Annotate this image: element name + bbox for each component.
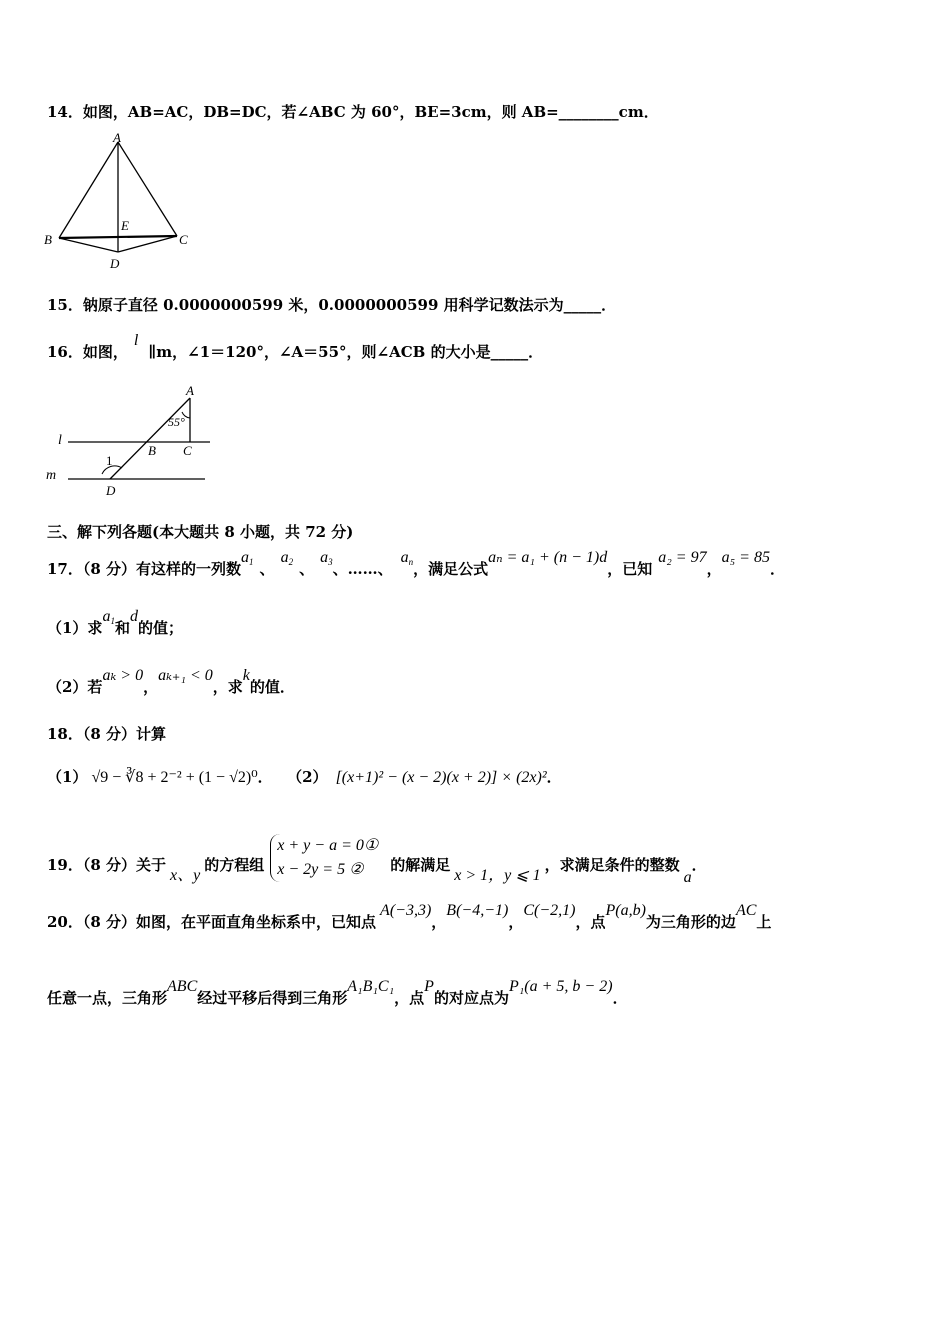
q17-s2-cond2: aₖ₊₁ < 0 xyxy=(158,667,213,684)
q20-ptB: B(−4,−1) xyxy=(446,902,509,919)
q17-an: $a_n$ xyxy=(400,549,414,567)
q20-comma2: ， xyxy=(508,913,524,931)
q20-p1: 20．（8 分）如图，在平面直角坐标系中，已知点 xyxy=(47,913,377,931)
q14-text: 14．如图，AB=AC，DB=DC，若∠ABC 为 60°，BE=3cm，则 AB=________cm． xyxy=(47,103,659,121)
q20-ptA: A(−3,3) xyxy=(380,902,432,919)
question-18-parts xyxy=(47,767,562,788)
question-14 xyxy=(47,102,659,122)
q17-sep3: 、……、 xyxy=(332,560,393,578)
q20-p4: 上 xyxy=(756,913,772,931)
question-16 xyxy=(47,332,544,363)
q20-p5: 任意一点，三角形 xyxy=(47,989,168,1007)
q20-P: P xyxy=(424,978,434,995)
q20-ptP: P(a,b) xyxy=(605,902,646,919)
question-17 xyxy=(47,549,785,584)
q19-p2: 的方程组 xyxy=(204,856,265,874)
question-19 xyxy=(47,837,707,890)
question-15 xyxy=(47,295,616,315)
q15-text: 15．钠原子直径 0.0000000599 米，0.0000000599 用科学记数法示为_____． xyxy=(47,296,617,314)
question-18 xyxy=(47,724,166,744)
sec3-title-text: 三、解下列各题(本大题共 8 小题，共 72 分) xyxy=(47,523,354,541)
question-17-part2 xyxy=(47,667,295,698)
q17-a3: $a_3$ xyxy=(320,549,333,567)
q14-label-A: A xyxy=(113,130,121,145)
question-20-line2 xyxy=(47,978,628,1009)
q18-s2-label: （2） xyxy=(294,768,328,786)
q20-p7: ，点 xyxy=(394,989,425,1007)
q17-s1-a: （1）求 xyxy=(47,619,103,637)
q17-cond2: a₅ = 85 xyxy=(721,549,770,566)
q16-label-A: A xyxy=(186,383,194,398)
q14-label-B: B xyxy=(44,232,52,247)
q16-label-1: 1 xyxy=(106,453,113,468)
q17-comma: ， xyxy=(706,560,722,578)
q17-a1: $a_1$ xyxy=(241,549,254,567)
q19-p3: 的解满足 xyxy=(390,856,451,874)
q16-var-l: l xyxy=(133,332,139,349)
q20-end: ． xyxy=(612,989,628,1007)
q14-figure xyxy=(40,132,200,272)
q16-rest: ∥m，∠1＝120°，∠A＝55°，则∠ACB 的大小是_____． xyxy=(148,343,544,361)
q17-s1-c: 的值； xyxy=(137,619,183,637)
q17-a2: $a_2$ xyxy=(280,549,294,567)
q19-p1: 19．（8 分）关于 xyxy=(47,856,167,874)
q17-s2-d: 的值． xyxy=(249,678,295,696)
q14-label-C: C xyxy=(179,232,188,247)
q19-eq2: x − 2y = 5 ② xyxy=(277,861,364,878)
q19-cond: x > 1，y ⩽ 1 xyxy=(454,867,541,884)
q17-formula: aₙ = a₁ + (n − 1)d xyxy=(488,549,608,566)
q19-eq1: x + y − a = 0① xyxy=(277,837,379,854)
q18-s2-expr: [(x+1)² − (x − 2)(x + 2)] × (2x)² xyxy=(335,769,547,786)
q20-p6: 经过平移后得到三角形 xyxy=(197,989,348,1007)
q20-A1B1C1: A₁B₁C₁ xyxy=(347,978,395,995)
q17-s1-d: d xyxy=(129,608,138,625)
q19-a: a xyxy=(683,869,692,886)
q16-label-D: D xyxy=(106,483,116,498)
question-17-part1 xyxy=(47,608,183,643)
q16-label-C: C xyxy=(183,443,192,458)
q18-dot: ． xyxy=(257,768,273,786)
q17-s2-b: ， xyxy=(143,678,159,696)
q16-label-l: l xyxy=(58,433,62,448)
q17-p3: ，已知 xyxy=(607,560,653,578)
q17-s2-cond1: aₖ > 0 xyxy=(102,667,144,684)
q20-p3: 为三角形的边 xyxy=(645,913,736,931)
q17-s2-k: k xyxy=(242,667,250,684)
q17-sep1: 、 xyxy=(259,560,275,578)
q16-num: 16．如图， xyxy=(47,343,128,361)
q17-s2-a: （2）若 xyxy=(47,678,103,696)
q20-P1: P₁(a + 5, b − 2) xyxy=(508,978,613,995)
q16-label-angle: 55° xyxy=(168,415,185,429)
q17-p1: 17．（8 分）有这样的一列数 xyxy=(47,560,242,578)
q20-AC: AC xyxy=(735,902,757,919)
q16-label-m: m xyxy=(46,468,57,483)
section-3-title xyxy=(47,522,353,542)
q19-end: ． xyxy=(691,856,707,874)
q18-title: 18．（8 分）计算 xyxy=(47,725,167,743)
q19-p4: ，求满足条件的整数 xyxy=(544,856,680,874)
q18-s1-expr: √9 − ∛8 + 2⁻² + (1 − √2)⁰ xyxy=(91,769,258,786)
q17-s1-b: 和 xyxy=(114,619,130,637)
q16-label-B: B xyxy=(148,443,156,458)
q14-label-E: E xyxy=(121,218,129,233)
q17-end: ． xyxy=(769,560,785,578)
q16-figure xyxy=(40,382,220,502)
q17-s2-c: ，求 xyxy=(212,678,243,696)
question-20 xyxy=(47,902,772,933)
q17-sep2: 、 xyxy=(299,560,315,578)
q20-ptC: C(−2,1) xyxy=(523,902,576,919)
q20-comma1: ， xyxy=(431,913,447,931)
q19-system xyxy=(270,834,384,882)
q14-label-D: D xyxy=(110,256,120,271)
q19-vars: x、y xyxy=(170,867,201,884)
q18-s1-label: （1） xyxy=(47,768,88,786)
q20-ABC: ABC xyxy=(167,978,198,995)
q17-s1-a1: $a_1$ xyxy=(102,608,115,626)
q17-cond1: a₂ = 97 xyxy=(658,549,707,566)
q20-p2: ，点 xyxy=(575,913,606,931)
q20-p8: 的对应点为 xyxy=(433,989,509,1007)
q18-end: ． xyxy=(546,768,562,786)
q17-p2: ，满足公式 xyxy=(413,560,489,578)
